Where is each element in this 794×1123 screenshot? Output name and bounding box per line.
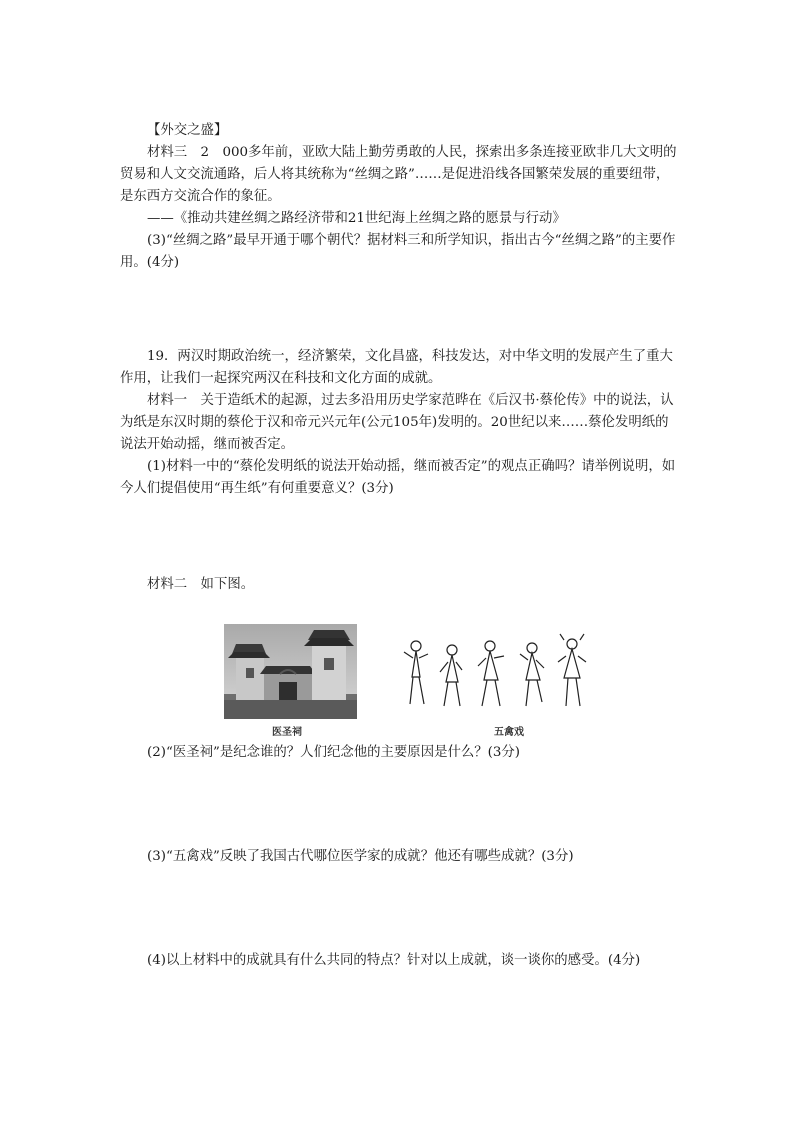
question-19-3: (3)“五禽戏”反映了我国古代哪位医学家的成就？他还有哪些成就？(3分) [147,849,574,864]
question-3-silk-road: (3)“丝绸之路”最早开通于哪个朝代？据材料三和所学知识，指出古今“丝绸之路”的主要作用。(4分) [120,233,676,270]
section-heading: 【外交之盛】 [147,123,228,138]
wuqinxi-illustration [400,632,592,714]
question-19-1: (1)材料一中的“蔡伦发明纸的说法开始动摇，继而被否定”的观点正确吗？请举例说明，如今人们提倡使用“再生纸”有何重要意义？(3分) [120,459,676,496]
yishengci-image [224,624,357,719]
material-1-text: 材料一 关于造纸术的起源，过去多沿用历史学家范晔在《后汉书·蔡伦传》中的说法，认为纸是东汉时期的蔡伦于汉和帝元兴元年(公元105年)发明的。20世纪以来……蔡伦发明纸的说法开始动摇，继而被否定。 [120,393,674,452]
caption-yishengci: 医圣祠 [272,727,302,738]
material-2-label: 材料二 如下图。 [147,577,255,592]
question-19-4: (4)以上材料中的成就具有什么共同的特点？针对以上成就，谈一谈你的感受。(4分) [147,953,641,968]
caption-wuqinxi: 五禽戏 [494,727,524,738]
yishengci-photo [224,624,357,719]
wuqinxi-image [400,632,592,714]
question-19-intro: 19．两汉时期政治统一，经济繁荣，文化昌盛，科技发达，对中华文明的发展产生了重大作用，让我们一起探究两汉在科技和文化方面的成就。 [120,349,673,386]
question-19-2: (2)“医圣祠”是纪念谁的？人们纪念他的主要原因是什么？(3分) [147,745,521,760]
material-3-text: 材料三 2 000多年前，亚欧大陆上勤劳勇敢的人民，探索出多条连接亚欧非几大文明的贸易和人文交流通路，后人将其统称为“丝绸之路”……是促进沿线各国繁荣发展的重要纽带，是东西方交流合作的象征。 [120,145,677,204]
material-3-source: ——《推动共建丝绸之路经济带和21世纪海上丝绸之路的愿景与行动》 [147,211,566,226]
